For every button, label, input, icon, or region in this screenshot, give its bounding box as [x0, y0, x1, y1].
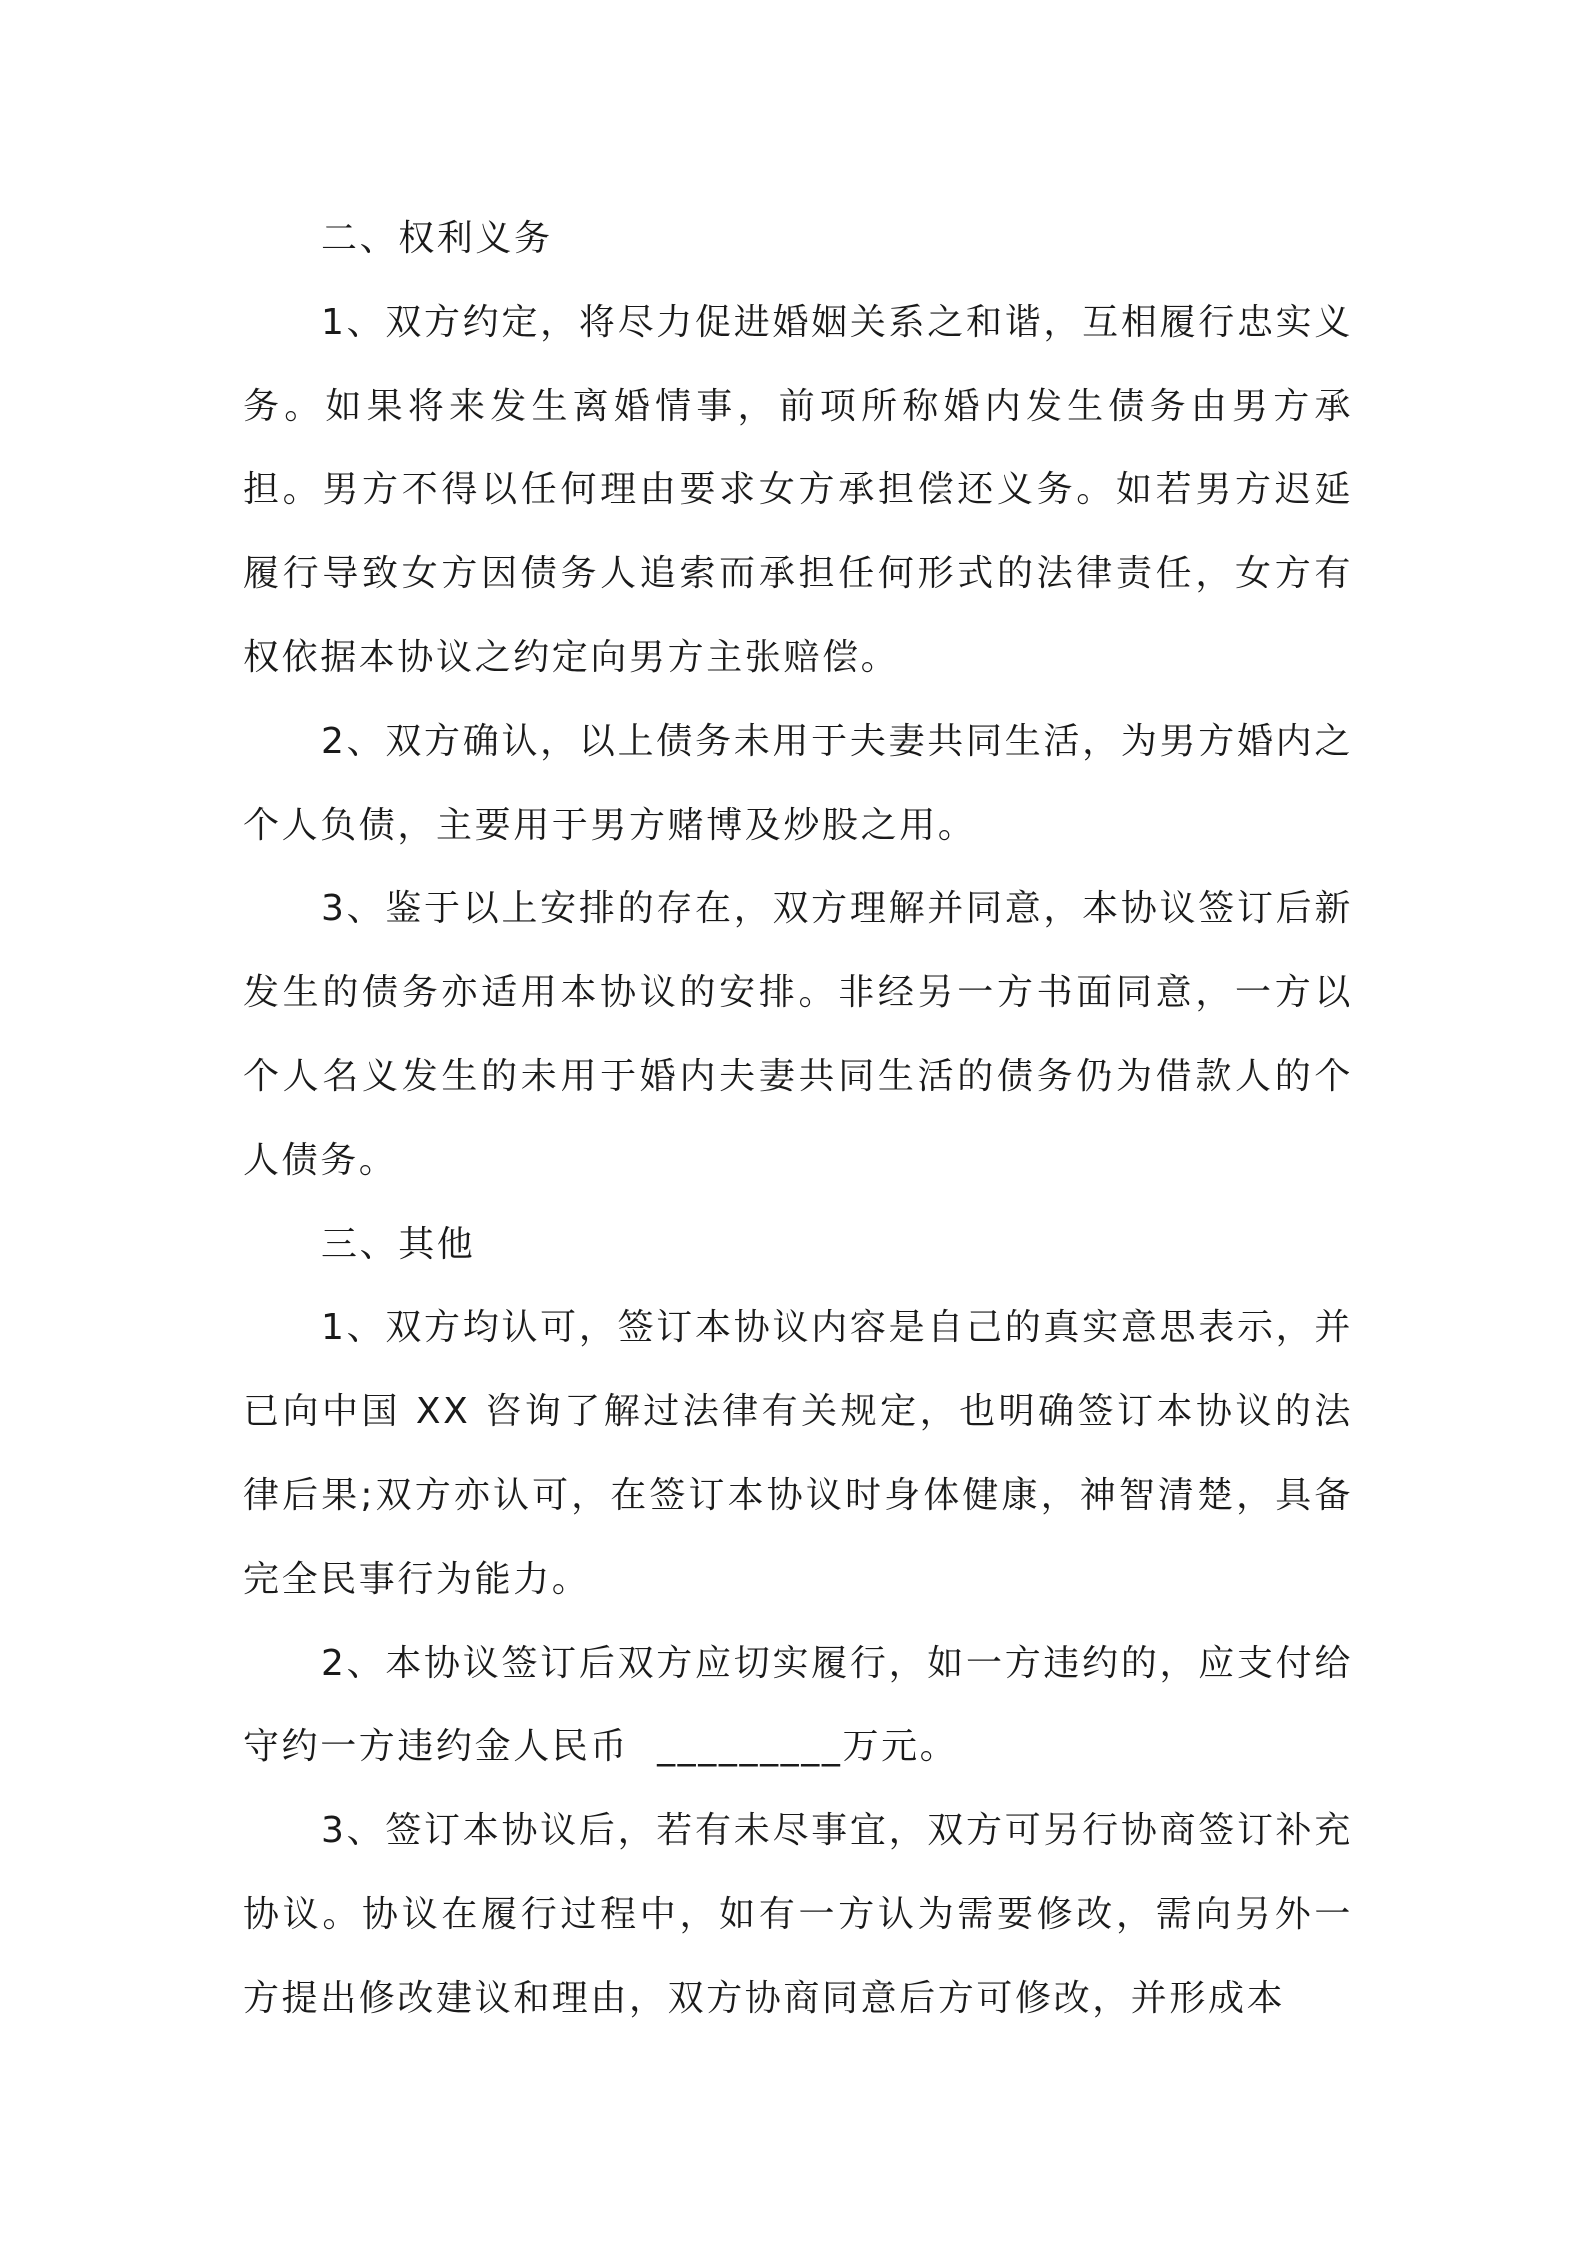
- section-heading-rights-obligations: 二、权利义务: [321, 218, 553, 259]
- clause-2-1-paragraph: 1、双方约定，将尽力促进婚姻关系之和谐，互相履行忠实义务。如果将来发生离婚情事，前项所称婚内发生债务由男方承担。男方不得以任何理由要求女方承担偿还义务。如若男方迟延履行导致女方因债务人追索而承担任何形式的法律责任，女方有权依据本协议之约定向男方主张赔偿。: [243, 301, 1353, 678]
- clause-3-1-paragraph: 1、双方均认可，签订本协议内容是自己的真实意思表示，并已向中国 XX 咨询了解过法律有关规定，也明确签订本协议的法律后果;双方亦认可，在签订本协议时身体健康，神智清楚，具备完全民事行为能力。: [243, 1307, 1353, 1600]
- section-heading-other: 三、其他: [321, 1223, 476, 1265]
- clause-2-3-paragraph: 3、鉴于以上安排的存在，双方理解并同意，本协议签订后新发生的债务亦适用本协议的安排。非经另一方书面同意，一方以个人名义发生的未用于婚内夫妻共同生活的债务仍为借款人的个人债务。: [243, 888, 1353, 1181]
- clause-3-2-paragraph: 2、本协议签订后双方应切实履行，如一方违约的，应支付给守约一方违约金人民币 _________万元。: [243, 1642, 1353, 1768]
- clause-2-2-paragraph: 2、双方确认，以上债务未用于夫妻共同生活，为男方婚内之个人负债，主要用于男方赌博及炒股之用。: [243, 720, 1353, 846]
- document-body: [243, 197, 1353, 2041]
- clause-3-3-paragraph: 3、签订本协议后，若有未尽事宜，双方可另行协商签订补充协议。协议在履行过程中，如有一方认为需要修改，需向另外一方提出修改建议和理由，双方协商同意后方可修改，并形成本: [243, 1810, 1353, 2019]
